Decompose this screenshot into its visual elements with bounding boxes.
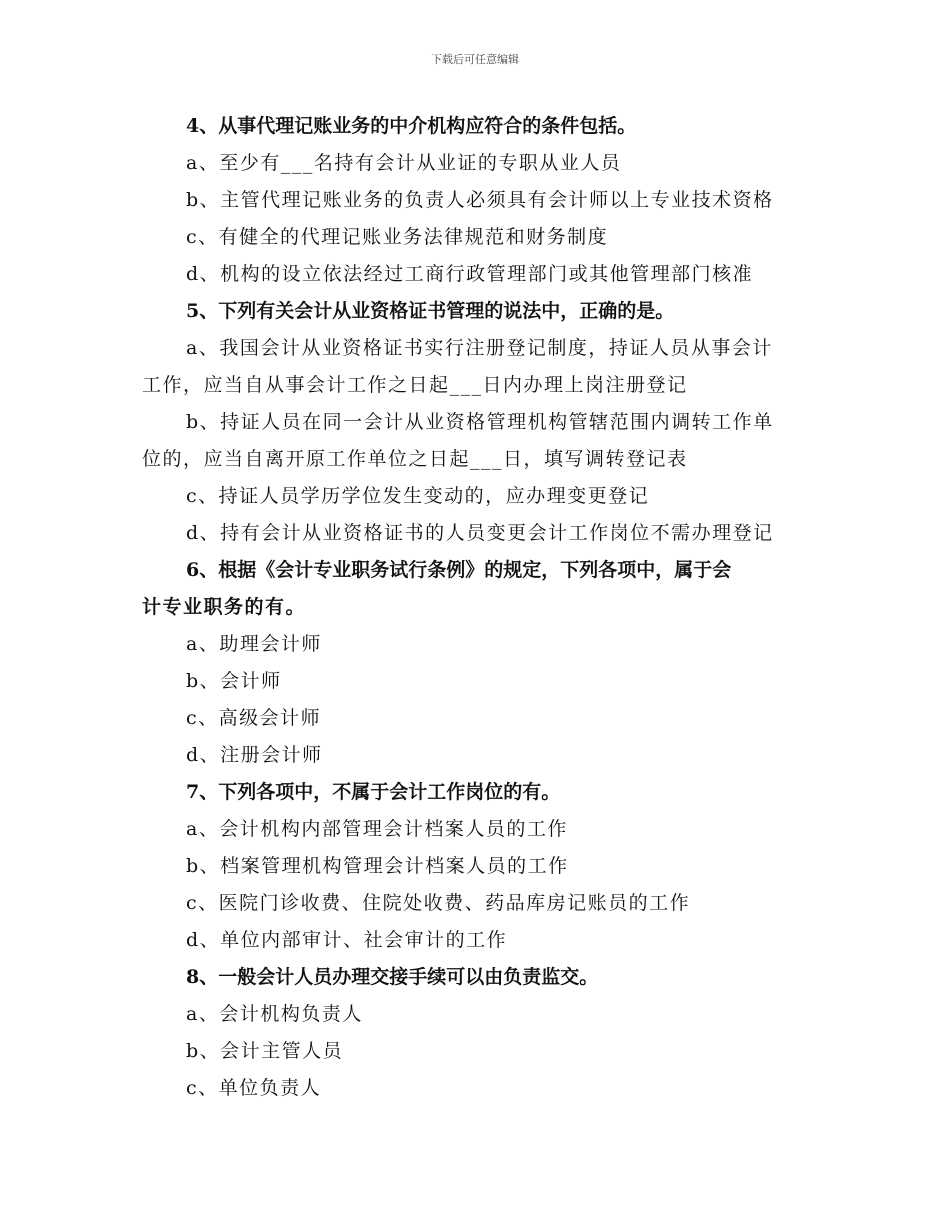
page-header: 下载后可任意编辑 xyxy=(431,53,519,66)
question-4-option-c: c、有健全的代理记账业务法律规范和财务制度 xyxy=(186,226,609,248)
question-4-option-d: d、机构的设立依法经过工商行政管理部门或其他管理部门核准 xyxy=(186,263,754,285)
question-7-option-a: a、会计机构内部管理会计档案人员的工作 xyxy=(186,818,568,840)
question-8: 8、一般会计人员办理交接手续可以由负责监交。 xyxy=(186,966,599,988)
question-4-option-b: b、主管代理记账业务的负责人必须具有会计师以上专业技术资格 xyxy=(186,189,774,211)
question-4-option-a: a、至少有___名持有会计从业证的专职从业人员 xyxy=(186,152,622,174)
question-6-option-c: c、高级会计师 xyxy=(186,707,322,729)
question-8-option-b: b、会计主管人员 xyxy=(186,1040,344,1062)
question-6-option-d: d、注册会计师 xyxy=(186,744,323,766)
question-5: 5、下列有关会计从业资格证书管理的说法中，正确的是。 xyxy=(186,300,675,322)
question-7: 7、下列各项中，不属于会计工作岗位的有。 xyxy=(186,781,561,803)
question-7-option-b: b、档案管理机构管理会计档案人员的工作 xyxy=(186,855,569,877)
question-5-option-c: c、持证人员学历学位发生变动的，应办理变更登记 xyxy=(186,485,650,507)
question-5-option-d: d、持有会计从业资格证书的人员变更会计工作岗位不需办理登记 xyxy=(186,522,774,544)
question-7-option-c: c、医院门诊收费、住院处收费、药品库房记账员的工作 xyxy=(186,892,691,914)
question-6-option-a: a、助理会计师 xyxy=(186,633,322,655)
question-5-option-a-continued: 工作，应当自从事会计工作之日起___日内办理上岗注册登记 xyxy=(142,374,688,396)
question-5-option-b-continued: 位的，应当自离开原工作单位之日起___日，填写调转登记表 xyxy=(142,448,688,470)
question-4: 4、从事代理记账业务的中介机构应符合的条件包括。 xyxy=(186,115,637,137)
question-6-option-b: b、会计师 xyxy=(186,670,282,692)
question-5-option-a: a、我国会计从业资格证书实行注册登记制度，持证人员从事会计 xyxy=(186,337,773,359)
question-8-option-a: a、会计机构负责人 xyxy=(186,1003,363,1025)
question-5-option-b: b、持证人员在同一会计从业资格管理机构管辖范围内调转工作单 xyxy=(186,411,774,433)
question-6-continued: 计专业职务的有。 xyxy=(142,596,307,618)
question-6: 6、根据《会计专业职务试行条例》的规定，下列各项中，属于会 xyxy=(186,559,732,581)
question-8-option-c: c、单位负责人 xyxy=(186,1077,322,1099)
document-body xyxy=(142,108,812,1107)
question-7-option-d: d、单位内部审计、社会审计的工作 xyxy=(186,929,508,951)
